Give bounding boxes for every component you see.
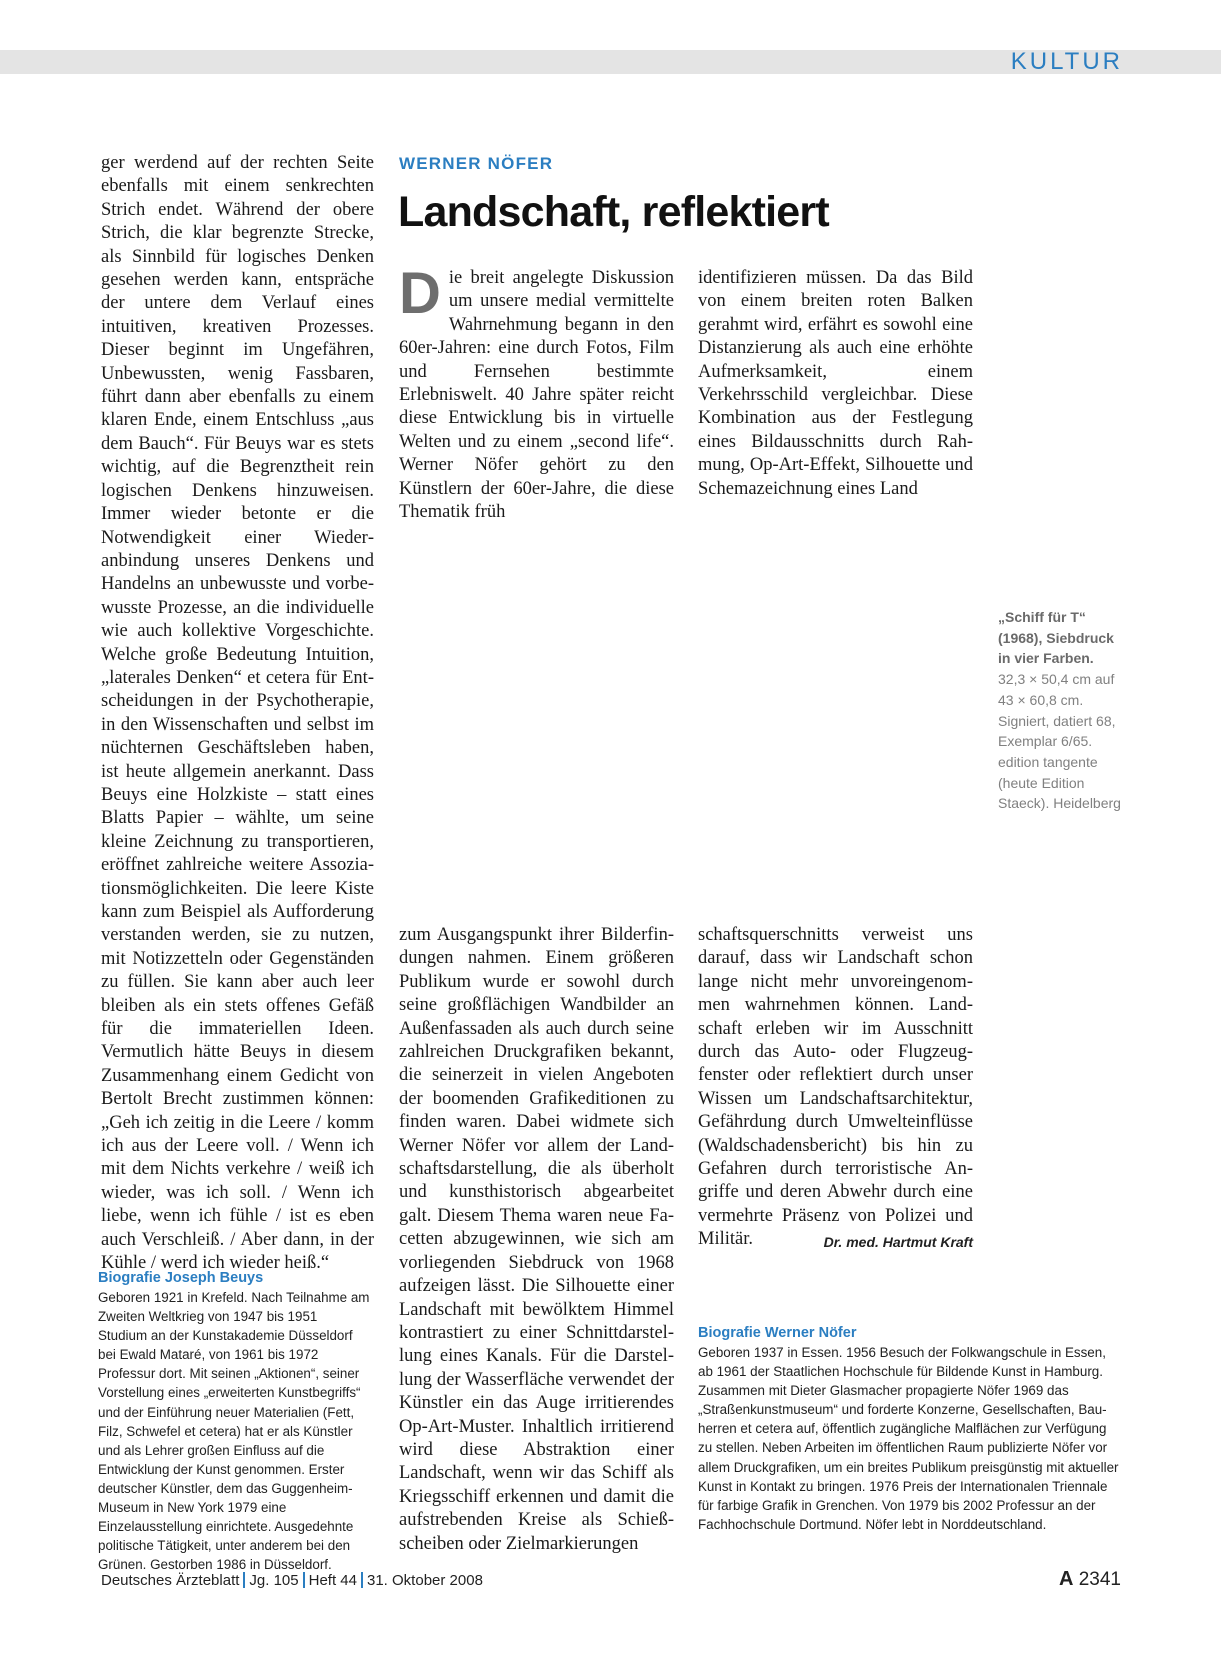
page-number bbox=[1059, 1568, 1121, 1591]
caption-title: „Schiff für T“ (1968), Siebdruck in vier Farben. bbox=[998, 609, 1114, 667]
article-headline: Landschaft, reflektiert bbox=[398, 188, 829, 236]
bio-text: Geboren 1921 in Krefeld. Nach Teilnahme am Zweiten Weltkrieg von 1947 bis 1951 Studium an der Kunstakademie Düsseldorf bei Ewald Mataré, von 1961 bis 1972 Professur dort. Mit seinen „Aktionen“, seiner Vorstellung eines „erweiterten Kunstbegriffs“ und der Einführung neuer Materialien (Fett, Filz, Schwefel et cetera) hat er als Künstler und als Lehrer großen Einfluss auf die Entwicklung der Kunst genommen. Erster deutscher Künstler, dem das Guggenheim-Museum in New York 1979 eine Einzelausstellung einrichtete. Ausgedehnte politische Tätigkeit, unter anderem bei den Grünen. Gestorben 1986 in Düsseldorf. bbox=[98, 1290, 370, 1573]
biography-beuys bbox=[98, 1268, 370, 1574]
article-column-left bbox=[101, 152, 374, 1276]
bio-text: Geboren 1937 in Essen. 1956 Besuch der Folkwangschule in Essen, ab 1961 der Staatlichen Hochschule für Bildende Kunst in Hamburg. Zusammen mit Dieter Glasmacher propagierte Nöfer 1969 das „Straßenkunstmuseum“ und forderte Konzerne, Gesellschaften, Bauherren et cetera auf, öffentlich zugängliche Malflächen zur Verfügung zu stellen. Neben Arbeiten im öffentlichen Raum publizierte Nöfer vor allem Druckgrafiken, um ein breites Publikum preisgünstig mit aktueller Kunst in Kontakt zu bringen. 1976 Preis der Internationalen Triennale für farbige Grafik in Grenchen. Von 1979 bis 2002 Professur an der Fachhochschule Dortmund. Nöfer lebt in Norddeutschland. bbox=[698, 1345, 1119, 1532]
page-number-value: 2341 bbox=[1078, 1569, 1121, 1590]
page-prefix: A bbox=[1058, 1568, 1074, 1590]
drop-cap: D bbox=[399, 261, 441, 326]
body-text: zum Ausgangspunkt ihrer Bilderfindungen nahmen. Einem größeren Publikum wurde er sowohl durch seine großflächigen Wandbilder an Außenfassaden als auch durch seine zahlreichen Druckgrafiken bekannt, die seinerzeit in vielen Angeboten der boomenden Grafikeditionen zu finden waren. Dabei widmete sich Werner Nöfer vor allem der Landschaftsdarstellung, die als überholt und kunsthistorisch abgearbeitet galt. Diesem Thema waren neue Facetten abzugewinnen, wie sich am vorliegenden Siebdruck von 1968 aufzeigen lässt. Die Silhouette einer Landschaft mit bewölktem Himmel kontrastiert zu einer Schnittdarstellung eines Kanals. Für die Darstellung der Wasserfläche verwendet der Künstler ein das Auge irritierendes Op-Art-Muster. Inhaltlich irritierend wird diese Abstraktion einer Landschaft, wenn wir das Schiff als Kriegsschiff erkennen und damit die aufstrebenden Kreise als Schießscheiben oder Zielmarkierungen bbox=[399, 925, 674, 1554]
body-text bbox=[698, 924, 973, 1252]
body-text: ger werdend auf der rechten Seite ebenfalls mit einem senkrechten Strich endet. Während der obere Strich, die klar begrenzte Strecke, als Sinnbild für logisches Denken gesehen werden kann, entspräche der untere dem Verlauf eines intuitiven, kreativen Prozesses. Dieser beginnt im Ungefähren, Unbewussten, wenig Fassbaren, führt dann aber ebenfalls zu einem klaren Ende, einem Entschluss „aus dem Bauch“. Für Beuys war es stets wichtig, auf die Begrenztheit rein logischen Denkens hinzuweisen. Immer wieder betonte er die Notwendigkeit einer Wiederanbindung unseres Denkens und Handelns an unbewusste und vorbewusste Prozesse, an die individuelle wie auch kollektive Vorgeschichte. Welche große Bedeutung Intuition, „laterales Denken“ et cetera für Entscheidungen in der Psychotherapie, in den Wissenschaften und selbst im nüchternen Geschäftsleben haben, ist heute allgemein anerkannt. Dass Beuys eine Holzkiste – statt eines Blatts Papier – wählte, um seine kleine Zeichnung zu transportieren, eröffnet zahlreiche weitere Assoziationsmöglichkeiten. Die leere Kiste kann zum Beispiel als Aufforderung verstanden werden, sie zu nutzen, mit Notizzetteln oder Gegenständen zu füllen. Sie kann aber auch leer bleiben als ein stets offenes Gefäß für die immateriellen Ideen. Vermutlich hätte Beuys in diesem Zusammenhang einem Gedicht von Bertolt Brecht zustimmen können: „Geh ich zeitig in die Leere / komm ich aus der Leere voll. / Wenn ich mit dem Nichts verkehre / weiß ich wieder, was ich soll. / Wenn ich liebe, wenn ich fühle / ist es eben auch Verschleiß. / Aber dann, in der Kühle / werd ich wieder heiß.“ bbox=[101, 153, 374, 1274]
biography-noefer bbox=[698, 1323, 1123, 1534]
image-caption bbox=[998, 607, 1126, 814]
footer-separator bbox=[303, 1572, 305, 1588]
author-signature: Dr. med. Hartmut Kraft bbox=[823, 1234, 973, 1251]
journal-issue: Heft 44 bbox=[308, 1572, 357, 1589]
journal-volume: Jg. 105 bbox=[249, 1572, 299, 1589]
body-text: identifizieren müssen. Da das Bild von einem breiten roten Balken gerahmt wird, erfährt es sowohl eine Distanzierung als auch eine erhöhte Aufmerksamkeit, einem Verkehrsschild vergleichbar. Diese Kombination aus der Festlegung eines Bildausschnitts durch Rahmung, Op-Art-Effekt, Silhouette und Schemazeichnung eines Land bbox=[698, 268, 973, 499]
section-label: KULTUR bbox=[1010, 48, 1123, 75]
article-kicker: WERNER NÖFER bbox=[399, 154, 554, 173]
bio-title: Biografie Werner Nöfer bbox=[698, 1325, 857, 1341]
body-text: ie breit angelegte Diskussion um unsere medial vermittelte Wahrnehmung begann in den 60er-Jahren: eine durch Fotos, Film und Fernsehen bestimmte Erlebniswelt. 40 Jahre später reicht diese Entwicklung bis in virtuelle Welten und zu einem „second life“. Werner Nöfer gehört zu den Künstlern der 60er-Jahre, die diese Thematik früh bbox=[399, 268, 674, 523]
article-column-right-bottom bbox=[698, 924, 973, 1255]
journal-date: 31. Oktober 2008 bbox=[367, 1572, 483, 1589]
page-footer bbox=[101, 1572, 483, 1589]
footer-separator bbox=[361, 1572, 363, 1588]
article-column-middle-top bbox=[399, 261, 674, 524]
article-column-middle-bottom bbox=[399, 924, 674, 1556]
caption-text: 32,3 × 50,4 cm auf 43 × 60,8 cm. Signiert, datiert 68, Exemplar 6/65. edition tangente (heute Edition Staeck). Heidelberg bbox=[998, 671, 1121, 812]
bio-title: Biografie Joseph Beuys bbox=[98, 1270, 264, 1286]
footer-separator bbox=[243, 1572, 245, 1588]
article-column-right-top bbox=[698, 267, 973, 501]
journal-name: Deutsches Ärzteblatt bbox=[101, 1572, 240, 1589]
body-text-span: schaftsquerschnitts verweist uns darauf, dass wir Landschaft schon lange nicht mehr unvoreingenommen wahrnehmen können. Landschaft erleben wir im Ausschnitt durch das Auto- oder Flugzeugfenster oder reflektiert durch unser Wissen um Landschaftsarchitektur, Gefährdung durch Umwelteinflüsse (Waldschadensbericht) bis hin zu Gefahren durch terroristische Angriffe und deren Abwehr durch eine vermehrte Präsenz von Polizei und Militär. bbox=[698, 925, 973, 1250]
